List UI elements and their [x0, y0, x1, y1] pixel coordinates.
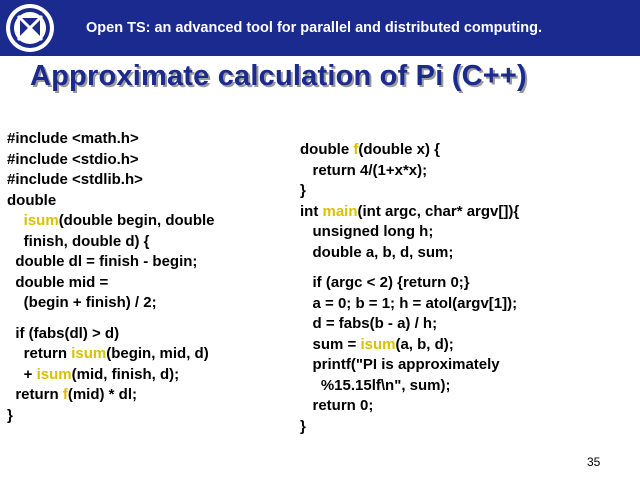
code-line [300, 294, 519, 315]
code-text: (begin, mid, d) [106, 345, 209, 362]
code-line [300, 222, 519, 243]
code-function-name: isum [71, 345, 107, 362]
code-line [7, 232, 215, 253]
code-line [300, 417, 519, 438]
code-text: (mid, finish, d); [71, 365, 180, 383]
code-text: double [7, 191, 57, 209]
code-line [7, 385, 215, 406]
code-text: return 0; [300, 397, 374, 414]
code-text: } [7, 406, 13, 424]
code-line [7, 170, 215, 191]
code-text: (int argc, char* argv[]){ [357, 202, 520, 220]
code-text: + [7, 365, 37, 383]
code-line [300, 314, 519, 335]
code-line [7, 324, 215, 345]
code-text: return 4/(1+x*x); [300, 161, 428, 179]
code-line [7, 314, 215, 324]
code-text: double a, b, d, sum; [300, 243, 454, 261]
code-block-left [7, 129, 215, 426]
code-text: double [300, 141, 354, 158]
code-line [7, 252, 215, 273]
code-text: double mid = [7, 273, 109, 291]
code-line [300, 161, 519, 182]
code-text: (mid) * dl; [67, 386, 137, 403]
code-line [7, 344, 215, 365]
header-title: Open TS: an advanced tool for parallel and distributed computing. [86, 20, 542, 36]
code-text: %15.15lf\n", sum); [300, 376, 451, 394]
code-function-name: isum [23, 212, 59, 229]
code-text: } [300, 417, 306, 435]
code-text: } [300, 182, 306, 199]
code-line [7, 191, 215, 212]
code-line [300, 263, 519, 273]
code-line [7, 211, 215, 232]
code-text: #include <stdlib.h> [7, 171, 143, 188]
page-number: 35 [587, 455, 601, 469]
code-line [300, 181, 519, 202]
open-ts-logo-icon [4, 2, 56, 54]
code-line [300, 396, 519, 417]
code-text: unsigned long h; [300, 223, 434, 240]
code-text: double dl = finish - begin; [7, 253, 198, 270]
code-text: printf("PI is approximately [300, 356, 500, 373]
code-text: return [7, 345, 72, 362]
code-text: a = 0; b = 1; h = atol(argv[1]); [300, 294, 518, 312]
header-bar [0, 0, 640, 56]
code-text: if (argc < 2) {return 0;} [300, 274, 470, 291]
code-text: int [300, 202, 323, 220]
code-text: (a, b, d); [395, 335, 454, 353]
code-line [300, 140, 519, 161]
code-text: (begin + finish) / 2; [7, 294, 157, 311]
slide-title: Approximate calculation of Pi (C++) [30, 60, 527, 92]
code-function-name: main [322, 202, 358, 220]
code-line [7, 273, 215, 294]
code-function-name: f [62, 386, 68, 403]
code-line [300, 376, 519, 397]
code-line [300, 335, 519, 356]
code-text: sum = [300, 335, 361, 353]
code-text: d = fabs(b - a) / h; [300, 315, 438, 332]
code-text: #include <math.h> [7, 130, 139, 147]
code-line [300, 355, 519, 376]
code-text: if (fabs(dl) > d) [7, 324, 120, 342]
code-line [7, 406, 215, 427]
code-function-name: isum [360, 335, 396, 353]
code-line [7, 365, 215, 386]
code-text [7, 212, 24, 229]
code-block-right [300, 140, 519, 437]
code-text: finish, double d) { [7, 232, 150, 250]
code-line [7, 293, 215, 314]
code-text: #include <stdio.h> [7, 150, 139, 168]
code-line [300, 273, 519, 294]
code-function-name: f [353, 141, 359, 158]
code-text: return [7, 386, 63, 403]
code-line [7, 150, 215, 171]
code-line [7, 129, 215, 150]
code-text: (double x) { [358, 141, 440, 158]
code-function-name: isum [36, 365, 72, 383]
code-line [300, 243, 519, 264]
code-line [300, 202, 519, 223]
code-text: (double begin, double [58, 212, 215, 229]
